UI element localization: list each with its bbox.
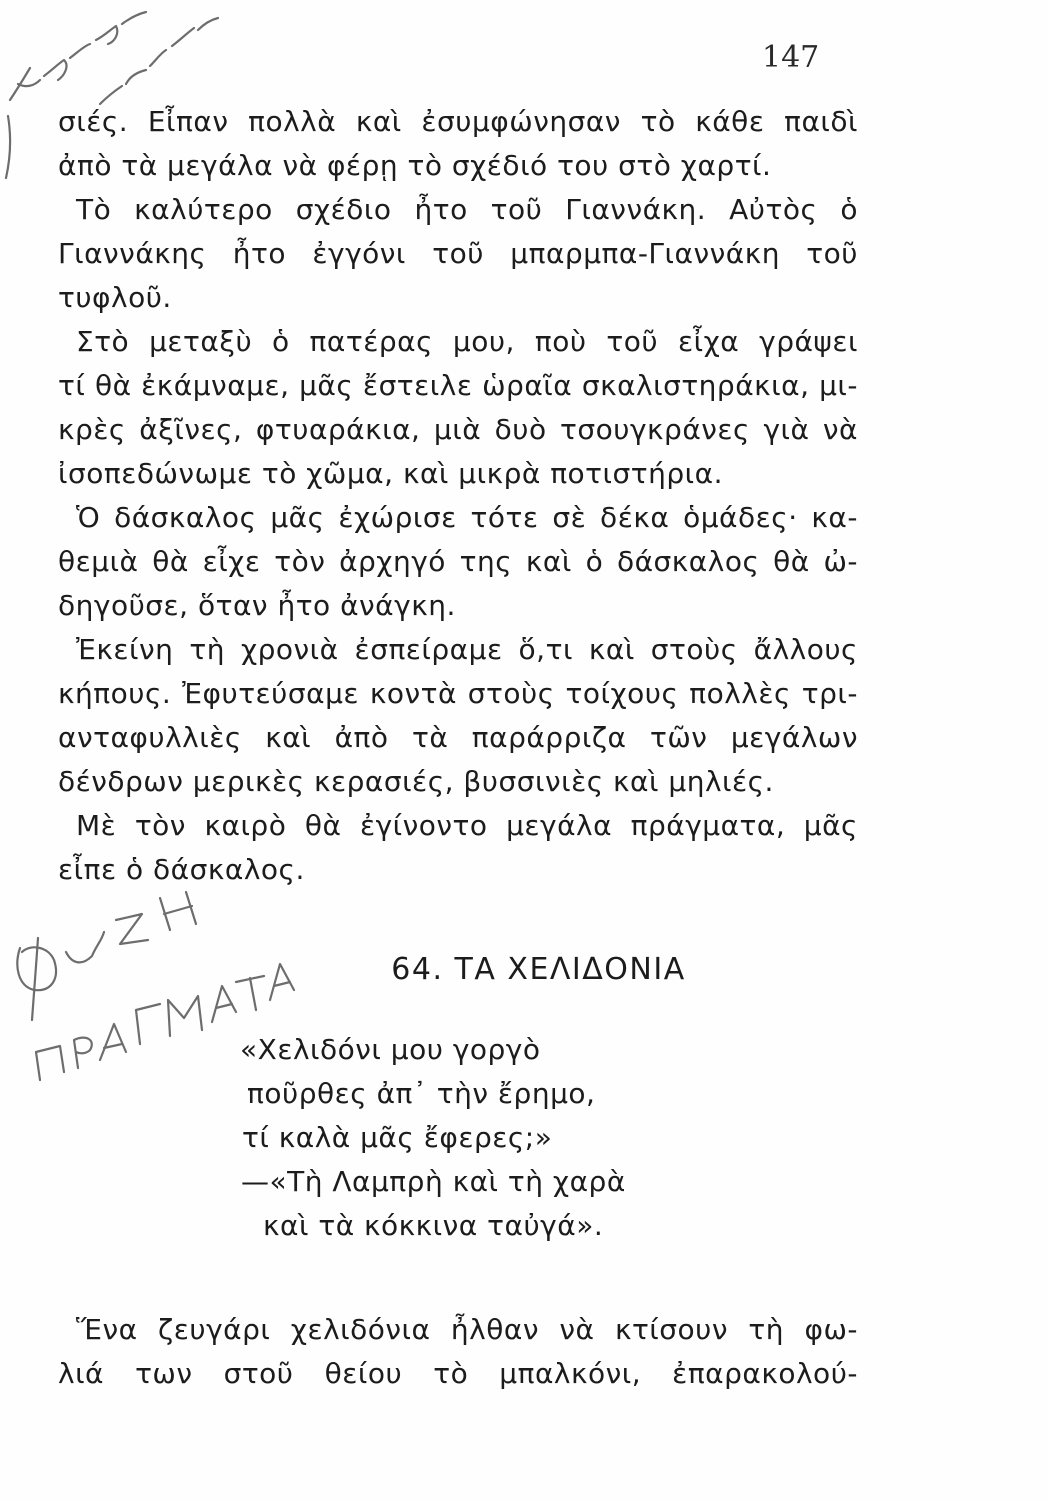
poem-line: ποῦρθες ἀπ᾿ τὴν ἔρημο,: [247, 1077, 596, 1110]
section-heading: 64. ΤΑ ΧΕΛΙΔΟΝΙΑ: [391, 952, 686, 987]
handwriting-stroke: [212, 986, 236, 1022]
text-line: Ὁ δάσκαλος μᾶς ἐχώρισε τότε σὲ δέκα ὁμάδες· κα-: [76, 501, 858, 534]
text-line: δένδρων μερικὲς κερασιές, βυσσινιὲς καὶ μηλιές.: [58, 765, 774, 798]
text-line: εἶπε ὁ δάσκαλος.: [58, 853, 305, 886]
handwriting-stroke: [10, 12, 146, 100]
text-line: ἀπὸ τὰ μεγάλα νὰ φέρῃ τὸ σχέδιό του στὸ χαρτί.: [58, 149, 772, 182]
handwriting-stroke: [100, 18, 218, 104]
handwriting-stroke: [168, 996, 202, 1036]
text-line: Ἕνα ζευγάρι χελιδόνια ἦλθαν νὰ κτίσουν τὴ φω-: [76, 1313, 858, 1346]
text-line: τί θὰ ἐκάμναμε, μᾶς ἔστειλε ὡραῖα σκαλιστηράκια, μι-: [58, 369, 858, 402]
handwriting-stroke: [160, 892, 196, 930]
handwriting-stroke: [136, 1004, 160, 1044]
text-line: ἰσοπεδώνωμε τὸ χῶμα, καὶ μικρὰ ποτιστήρια.: [58, 457, 723, 490]
poem-line: καὶ τὰ κόκκινα ταὐγά».: [263, 1209, 604, 1242]
text-line: κήπους. Ἐφυτεύσαμε κοντὰ στοὺς τοίχους πολλὲς τρι-: [58, 677, 858, 710]
poem-block: [240, 1028, 740, 1248]
handwriting-stroke: [116, 914, 148, 944]
poem-line: —«Τὴ Λαμπρὴ καὶ τὴ χαρὰ: [241, 1165, 626, 1198]
poem-line: «Χελιδόνι μου γοργὸ: [240, 1033, 541, 1066]
handwriting-stroke: [36, 1046, 64, 1080]
text-line: τυφλοῦ.: [58, 281, 172, 314]
text-line: δηγοῦσε, ὅταν ἦτο ἀνάγκη.: [58, 589, 456, 622]
body-text-block: [58, 100, 858, 892]
text-line: θεμιὰ θὰ εἶχε τὸν ἀρχηγό της καὶ ὁ δάσκαλος θὰ ὠ-: [58, 545, 858, 578]
handwriting-stroke: [74, 1038, 92, 1068]
page-number: 147: [762, 40, 820, 75]
text-line: Γιαννάκης ἦτο ἐγγόνι τοῦ μπαρμπα-Γιαννάκη τοῦ: [58, 237, 858, 270]
text-line: Μὲ τὸν καιρὸ θὰ ἐγίνοντο μεγάλα πράγματα, μᾶς: [76, 809, 858, 842]
poem-line: τί καλὰ μᾶς ἔφερες;»: [242, 1121, 553, 1154]
text-line: λιά των στοῦ θείου τὸ μπαλκόνι, ἐπαρακολού-: [58, 1357, 858, 1390]
handwriting-stroke: [6, 116, 10, 178]
body-text-block: [58, 1308, 858, 1396]
text-line: ανταφυλλιὲς καὶ ἀπὸ τὰ παράρριζα τῶν μεγάλων: [58, 721, 858, 754]
text-line: σιές. Εἶπαν πολλὰ καὶ ἐσυμφώνησαν τὸ κάθε παιδὶ: [58, 105, 858, 138]
text-line: Ἐκείνη τὴ χρονιὰ ἐσπείραμε ὅ,τι καὶ στοὺς ἄλλους: [76, 633, 858, 666]
text-line: κρὲς ἀξῖνες, φτυαράκια, μιὰ δυὸ τσουγκράνες γιὰ νὰ: [58, 413, 858, 446]
handwriting-stroke: [100, 1024, 126, 1060]
text-line: Στὸ μεταξὺ ὁ πατέρας μου, ποὺ τοῦ εἶχα γράψει: [76, 325, 858, 358]
text-line: Τὸ καλύτερο σχέδιο ἦτο τοῦ Γιαννάκη. Αὐτὸς ὁ: [76, 193, 858, 226]
